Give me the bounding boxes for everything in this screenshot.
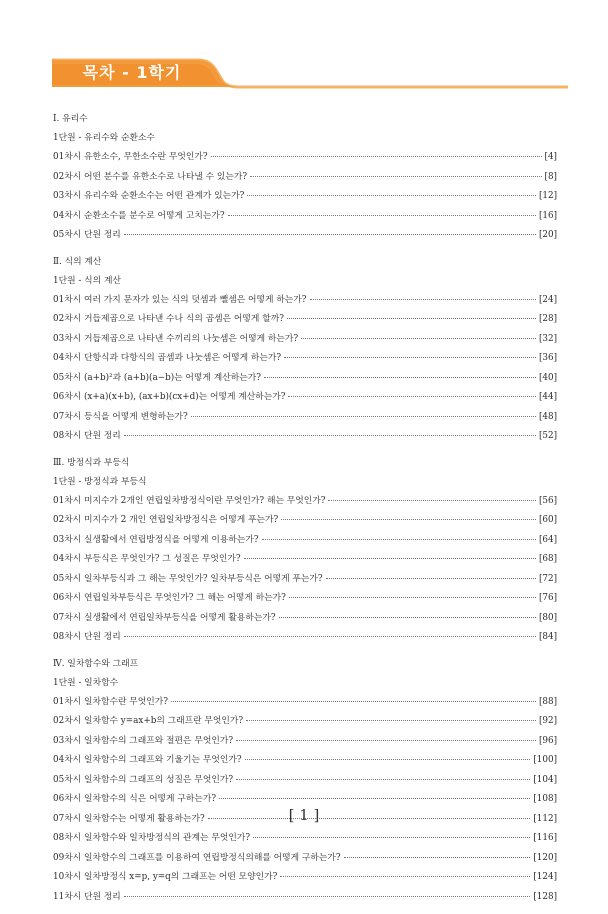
toc-entry[interactable] xyxy=(53,388,557,408)
entry-label: 02차시 미지수가 2 개인 연립일차방정식은 어떻게 푸는가? xyxy=(53,515,279,525)
dot-leader xyxy=(264,376,536,378)
entry-label: 11차시 단원 정리 xyxy=(53,891,121,902)
toc-entry[interactable] xyxy=(53,168,557,188)
dot-leader xyxy=(244,557,536,559)
entry-page: [16] xyxy=(538,210,557,221)
dot-leader xyxy=(287,317,536,319)
entry-page: [40] xyxy=(538,372,557,383)
dot-leader xyxy=(344,856,531,858)
entry-label: 02차시 어떤 분수를 유한소수로 나타낼 수 있는가? xyxy=(53,171,248,182)
toc-entry[interactable] xyxy=(53,849,557,869)
dot-leader xyxy=(301,337,536,339)
dot-leader xyxy=(124,895,531,897)
entry-label: 08차시 단원 정리 xyxy=(53,632,121,642)
toc-section xyxy=(53,454,557,648)
unit-title: 1단원 - 유리수와 순환소수 xyxy=(53,133,155,143)
entry-page: [72] xyxy=(538,573,557,584)
toc-entry[interactable] xyxy=(53,408,557,428)
entry-page: [24] xyxy=(538,294,557,305)
dot-leader xyxy=(246,719,536,721)
entry-label: 01차시 미지수가 2개인 연립일차방정식이란 무엇인가? 해는 무엇인가? xyxy=(53,495,326,506)
entry-page: [128] xyxy=(533,891,557,902)
page-number: [ 1 ] xyxy=(288,806,320,824)
toc-banner xyxy=(50,56,570,96)
dot-leader xyxy=(171,700,536,702)
toc-entry[interactable] xyxy=(53,712,557,732)
entry-label: 07차시 일차함수는 어떻게 활용하는가? xyxy=(53,813,205,824)
entry-page: [68] xyxy=(538,554,557,564)
entry-label: 05차시 단원 정리 xyxy=(53,230,121,240)
toc-section xyxy=(53,110,557,246)
unit-title: 1단원 - 방정식과 부등식 xyxy=(53,476,147,487)
entry-page: [116] xyxy=(533,833,557,843)
entry-label: 06차시 일차함수의 식은 어떻게 구하는가? xyxy=(53,794,217,804)
toc-entry[interactable] xyxy=(53,310,557,330)
unit-title: 1단원 - 식의 계산 xyxy=(53,275,121,286)
entry-label: 08차시 단원 정리 xyxy=(53,431,121,441)
entry-label: 03차시 실생활에서 연립방정식을 어떻게 이용하는가? xyxy=(53,534,259,545)
dot-leader xyxy=(191,415,536,417)
toc-entry[interactable] xyxy=(53,888,557,908)
toc-entry[interactable] xyxy=(53,732,557,752)
toc-entry[interactable] xyxy=(53,531,557,551)
toc-entry[interactable] xyxy=(53,187,557,207)
toc-entry[interactable] xyxy=(53,771,557,791)
toc-entry[interactable] xyxy=(53,492,557,512)
toc-entry[interactable] xyxy=(53,609,557,629)
dot-leader xyxy=(124,635,536,637)
entry-label: 05차시 일차함수의 그래프의 성질은 무엇인가? xyxy=(53,774,234,785)
dot-leader xyxy=(245,758,531,760)
entry-page: [4] xyxy=(544,152,557,162)
toc-entry[interactable] xyxy=(53,207,557,227)
dot-leader xyxy=(262,538,536,540)
toc-title: 목차 - 1학기 xyxy=(82,63,182,82)
entry-page: [108] xyxy=(533,794,557,804)
toc-entry[interactable] xyxy=(53,427,557,447)
dot-leader xyxy=(328,499,535,501)
toc-entry[interactable] xyxy=(53,330,557,350)
entry-page: [48] xyxy=(538,411,557,422)
dot-leader xyxy=(281,518,536,520)
toc-entry[interactable] xyxy=(53,868,557,888)
entry-label: 08차시 일차함수와 일차방정식의 관계는 무엇인가? xyxy=(53,833,251,843)
toc-entry[interactable] xyxy=(53,751,557,771)
entry-page: [124] xyxy=(533,872,557,882)
dot-leader xyxy=(253,836,530,838)
entry-page: [92] xyxy=(538,716,557,726)
entry-page: [100] xyxy=(533,755,557,765)
dot-leader xyxy=(124,233,536,235)
entry-label: 06차시 연립일차부등식은 무엇인가? 그 해는 어떻게 하는가? xyxy=(53,593,286,603)
dot-leader xyxy=(247,194,536,196)
toc-entry[interactable] xyxy=(53,550,557,570)
dot-leader xyxy=(284,356,536,358)
dot-leader xyxy=(236,739,536,741)
toc-entry[interactable] xyxy=(53,570,557,590)
dot-leader xyxy=(124,434,536,436)
toc-entry[interactable] xyxy=(53,148,557,168)
entry-page: [96] xyxy=(538,735,557,746)
entry-label: 01차시 유한소수, 무한소수란 무엇인가? xyxy=(53,152,208,162)
dot-leader xyxy=(211,155,542,157)
entry-label: 07차시 등식을 어떻게 변형하는가? xyxy=(53,411,188,422)
toc-section xyxy=(53,655,557,908)
entry-page: [104] xyxy=(533,774,557,785)
toc-entry[interactable] xyxy=(53,589,557,609)
entry-page: [56] xyxy=(538,495,557,506)
toc-entry[interactable] xyxy=(53,291,557,311)
entry-label: 04차시 순환소수를 분수로 어떻게 고치는가? xyxy=(53,210,225,221)
entry-label: 01차시 여러 가지 문자가 있는 식의 덧셈과 뺄셈은 어떻게 하는가? xyxy=(53,294,307,305)
section-title: Ⅱ. 식의 계산 xyxy=(53,256,102,267)
entry-label: 01차시 일차함수란 무엇인가? xyxy=(53,696,168,707)
toc-entry[interactable] xyxy=(53,349,557,369)
entry-page: [36] xyxy=(538,353,557,363)
dot-leader xyxy=(289,596,536,598)
toc-entry[interactable] xyxy=(53,369,557,389)
dot-leader xyxy=(236,778,530,780)
table-of-contents xyxy=(53,104,557,914)
dot-leader xyxy=(326,577,536,579)
dot-leader xyxy=(280,875,530,877)
entry-label: 05차시 (a+b)²과 (a+b)(a−b)는 어떻게 계산하는가? xyxy=(53,372,261,383)
entry-page: [52] xyxy=(538,431,557,441)
dot-leader xyxy=(288,395,535,397)
toc-section xyxy=(53,253,557,447)
entry-page: [12] xyxy=(538,191,557,201)
entry-page: [60] xyxy=(538,515,557,525)
entry-label: 03차시 유리수와 순환소수는 어떤 관계가 있는가? xyxy=(53,191,245,201)
entry-label: 04차시 부등식은 무엇인가? 그 성질은 무엇인가? xyxy=(53,554,241,564)
entry-label: 04차시 단항식과 다항식의 곱셈과 나눗셈은 어떻게 하는가? xyxy=(53,353,282,363)
entry-page: [44] xyxy=(538,392,557,402)
entry-page: [76] xyxy=(538,593,557,603)
toc-entry[interactable] xyxy=(53,829,557,849)
entry-page: [20] xyxy=(538,230,557,240)
dot-leader xyxy=(250,175,541,177)
entry-page: [32] xyxy=(538,333,557,344)
entry-label: 03차시 일차함수의 그래프와 절편은 무엇인가? xyxy=(53,735,234,746)
entry-label: 05차시 일차부등식과 그 해는 무엇인가? 일차부등식은 어떻게 푸는가? xyxy=(53,573,323,584)
entry-page: [112] xyxy=(533,813,557,824)
entry-page: [88] xyxy=(538,696,557,707)
toc-entry[interactable] xyxy=(53,511,557,531)
entry-label: 03차시 거듭제곱으로 나타낸 수끼리의 나눗셈은 어떻게 하는가? xyxy=(53,333,299,344)
unit-title: 1단원 - 일차함수 xyxy=(53,677,119,688)
toc-entry[interactable] xyxy=(53,693,557,713)
entry-label: 04차시 일차함수의 그래프와 기울기는 무엇인가? xyxy=(53,755,242,765)
entry-label: 10차시 일차방정식 x=p, y=q의 그래프는 어떤 모양인가? xyxy=(53,872,278,882)
entry-page: [120] xyxy=(533,852,557,863)
toc-entry[interactable] xyxy=(53,226,557,246)
entry-page: [80] xyxy=(538,612,557,623)
section-title: Ⅳ. 일차함수와 그래프 xyxy=(53,658,139,669)
section-title: Ⅲ. 방정식과 부등식 xyxy=(53,457,130,468)
entry-page: [28] xyxy=(538,314,557,324)
dot-leader xyxy=(219,797,530,799)
entry-label: 02차시 거듭제곱으로 나타낸 수나 식의 곱셈은 어떻게 할까? xyxy=(53,314,284,324)
entry-label: 09차시 일차함수의 그래프를 이용하여 연립방정식의해를 어떻게 구하는가? xyxy=(53,852,341,863)
entry-label: 06차시 (x+a)(x+b), (ax+b)(cx+d)는 어떻게 계산하는가? xyxy=(53,392,286,402)
toc-entry[interactable] xyxy=(53,628,557,648)
entry-page: [8] xyxy=(544,171,557,182)
entry-page: [64] xyxy=(538,534,557,545)
section-title: Ⅰ. 유리수 xyxy=(53,114,88,124)
entry-label: 07차시 실생활에서 연립일차부등식을 어떻게 활용하는가? xyxy=(53,612,276,623)
entry-page: [84] xyxy=(538,632,557,642)
dot-leader xyxy=(228,214,536,216)
entry-label: 02차시 일차함수 y=ax+b의 그래프란 무엇인가? xyxy=(53,716,244,726)
dot-leader xyxy=(279,616,536,618)
dot-leader xyxy=(310,298,536,300)
